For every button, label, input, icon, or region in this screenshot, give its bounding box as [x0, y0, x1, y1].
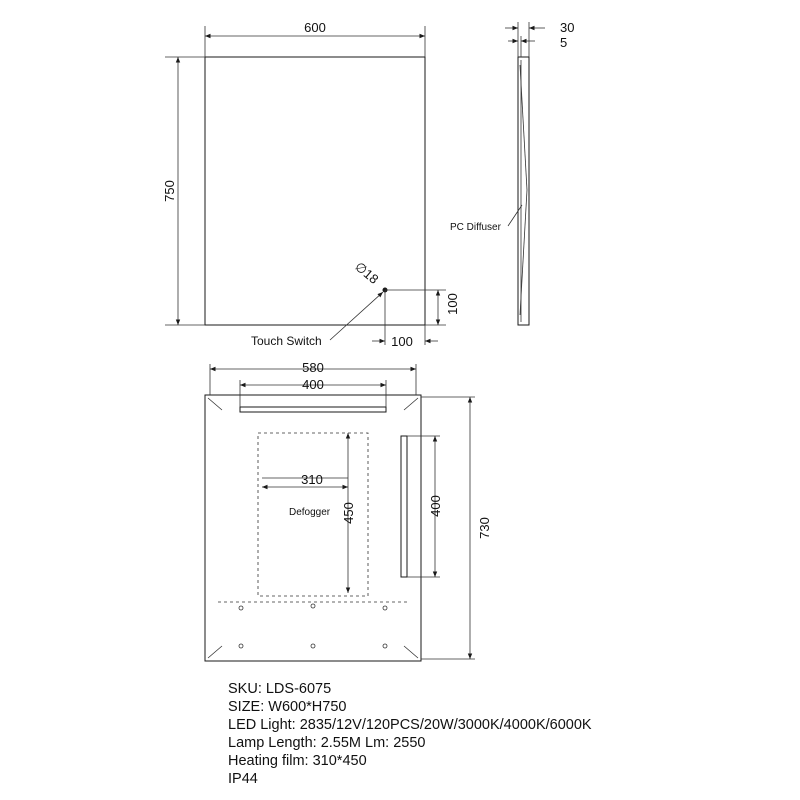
touch-switch-label: Touch Switch [251, 334, 322, 348]
pc-diffuser-label: PC Diffuser [450, 222, 501, 233]
mirror-front-outline [205, 57, 425, 325]
mount-hole-icon [311, 644, 315, 648]
led-strip-side [401, 436, 407, 577]
switch-diameter-dimension: ∅18 [352, 258, 382, 287]
side-view [450, 20, 574, 325]
mirror-back-outline [205, 395, 421, 661]
defogger-height-dimension: 450 [341, 502, 356, 524]
spec-led-light: LED Light: 2835/12V/120PCS/20W/3000K/4000K/6000K [228, 717, 592, 733]
spec-lamp-length: Lamp Length: 2.55M Lm: 2550 [228, 735, 426, 751]
mount-hole-icon [311, 604, 315, 608]
switch-vertical-offset: 100 [445, 293, 460, 315]
front-view [162, 20, 460, 349]
mount-hole-icon [239, 644, 243, 648]
side-depth-dimension: 30 [560, 20, 575, 35]
defogger-width-dimension: 310 [301, 472, 323, 487]
defogger-label: Defogger [289, 507, 331, 518]
spec-heating-film: Heating film: 310*450 [228, 753, 367, 769]
back-width-dimension: 580 [302, 360, 324, 375]
mount-hole-icon [383, 644, 387, 648]
switch-horizontal-offset: 100 [391, 334, 413, 349]
front-width-dimension: 600 [304, 20, 326, 35]
spec-size: SIZE: W600*H750 [228, 699, 347, 715]
front-height-dimension: 750 [162, 180, 177, 202]
spec-list [228, 680, 592, 788]
back-view [205, 360, 492, 661]
spec-ip-rating: IP44 [228, 771, 258, 787]
side-offset-dimension: 5 [560, 35, 568, 50]
touch-switch-leader [330, 292, 383, 340]
spec-sku: SKU: LDS-6075 [228, 681, 332, 697]
led-strip-dimension: 400 [302, 377, 324, 392]
mount-hole-icon [239, 606, 243, 610]
side-strip-dimension: 400 [428, 495, 443, 517]
mount-hole-icon [383, 606, 387, 610]
mirror-side-outline [518, 57, 529, 325]
led-strip-top [240, 407, 386, 412]
back-height-dimension: 730 [477, 517, 492, 539]
